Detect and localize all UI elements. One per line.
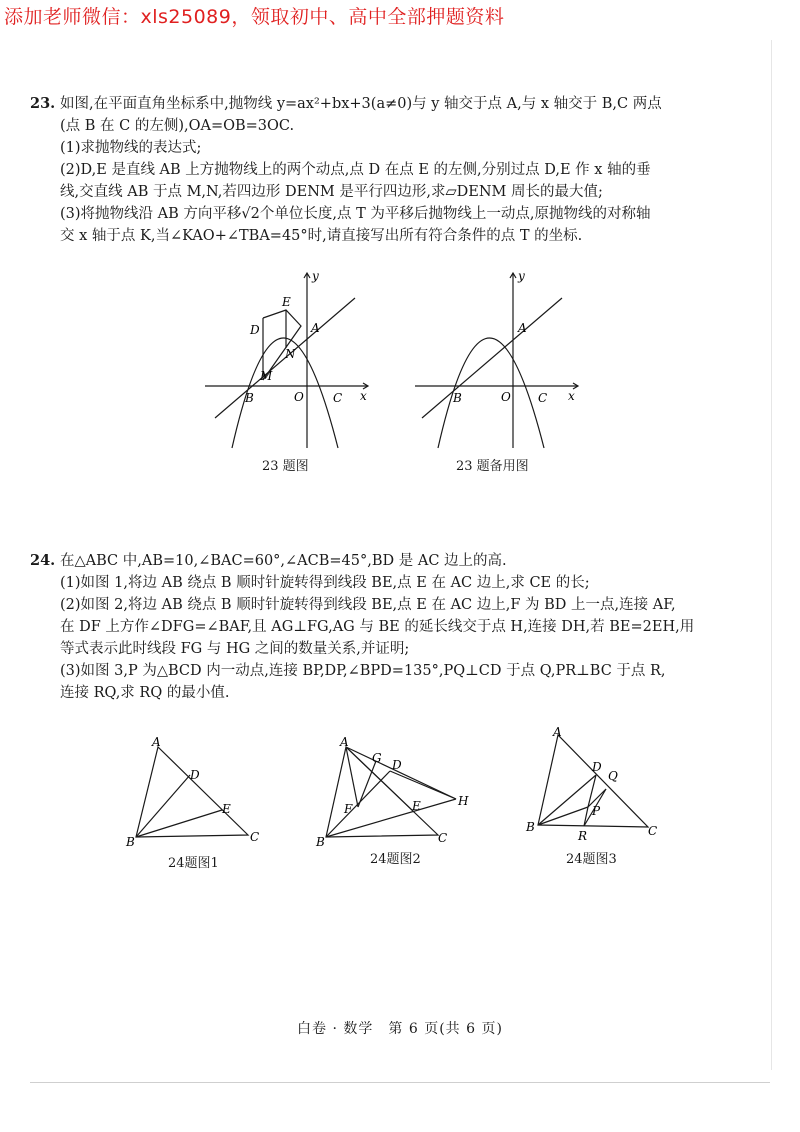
fig23-label-E: E	[282, 295, 291, 309]
fig24-1-label-E: E	[222, 802, 231, 816]
promo-banner: 添加老师微信：xls25089，领取初中、高中全部押题资料	[4, 6, 505, 28]
fig23b-label-B: B	[453, 391, 462, 405]
fig24-2-label-E: E	[412, 799, 421, 813]
q23-line-2: (点 B 在 C 的左侧),OA=OB=3OC.	[60, 118, 295, 134]
fig24-2-label-G: G	[372, 751, 382, 765]
fig24-3-label-Q: Q	[608, 769, 618, 783]
fig23-label-N: N	[285, 347, 296, 361]
fig24-3-label-C: C	[648, 824, 658, 838]
fig24-3-label-B: B	[526, 820, 535, 834]
fig23b-label-O: O	[501, 390, 511, 404]
fig24-2-label-C: C	[438, 831, 448, 845]
fig24-3-label-D: D	[592, 760, 602, 774]
fig23b-label-C: C	[538, 391, 548, 405]
figure-24-3	[518, 725, 668, 850]
fig24-2-label-D: D	[392, 758, 402, 772]
question-number: 24.	[30, 552, 56, 569]
fig24-1-label-B: B	[126, 835, 135, 849]
q24-line-1: 在△ABC 中,AB=10,∠BAC=60°,∠ACB=45°,BD 是 AC 边上的高.	[60, 553, 507, 569]
fig24-2-label-H: H	[458, 794, 469, 808]
fig23b-label-y: y	[518, 269, 525, 283]
fig23-label-A: A	[311, 321, 320, 335]
page-footer: 白卷 · 数学 第 6 页(共 6 页)	[297, 1021, 503, 1037]
fig24-2-label-A: A	[340, 735, 349, 749]
fig24-1-caption: 24题图1	[168, 856, 219, 871]
figure-24-1	[118, 735, 278, 850]
fig24-1-label-A: A	[152, 735, 161, 749]
q24-line-2: (1)如图 1,将边 AB 绕点 B 顺时针旋转得到线段 BE,点 E 在 AC 边上,求 CE 的长;	[60, 575, 590, 591]
figure-23	[200, 268, 380, 453]
q24-line-5: 等式表示此时线段 FG 与 HG 之间的数量关系,并证明;	[60, 641, 410, 657]
fig24-3-caption: 24题图3	[566, 852, 617, 867]
question-23	[30, 93, 770, 247]
fig23-label-y: y	[312, 269, 319, 283]
q23-line-7: 交 x 轴于点 K,当∠KAO+∠TBA=45°时,请直接写出所有符合条件的点 T 的坐标.	[60, 228, 583, 244]
fig24-2-label-B: B	[316, 835, 325, 849]
page-bottom-line	[30, 1082, 770, 1083]
fig23-label-O: O	[294, 390, 304, 404]
q24-line-6: (3)如图 3,P 为△BCD 内一动点,连接 BP,DP,∠BPD=135°,PQ⊥CD 于点 Q,PR⊥BC 于点 R,	[60, 663, 666, 679]
fig23b-label-A: A	[518, 321, 527, 335]
fig23b-label-x: x	[568, 389, 575, 403]
fig23-label-C: C	[333, 391, 343, 405]
fig23-label-x: x	[360, 389, 367, 403]
fig23-label-D: D	[250, 323, 260, 337]
fig23-backup-caption: 23 题备用图	[456, 459, 529, 474]
q24-line-7: 连接 RQ,求 RQ 的最小值.	[60, 685, 230, 701]
figure-24-2	[308, 735, 478, 850]
q23-line-3: (1)求抛物线的表达式;	[60, 140, 202, 156]
fig24-2-caption: 24题图2	[370, 852, 421, 867]
question-number: 23.	[30, 95, 56, 112]
fig24-3-label-A: A	[553, 725, 562, 739]
fig24-3-label-P: P	[592, 804, 601, 818]
q23-line-1: 如图,在平面直角坐标系中,抛物线 y=ax²+bx+3(a≠0)与 y 轴交于点 A,与 x 轴交于 B,C 两点	[60, 96, 662, 112]
q23-line-5: 线,交直线 AB 于点 M,N,若四边形 DENM 是平行四边形,求▱DENM 周长的最大值;	[60, 184, 603, 200]
fig23-label-M: M	[260, 369, 273, 383]
q23-line-6: (3)将抛物线沿 AB 方向平移√2个单位长度,点 T 为平移后抛物线上一动点,原抛物线的对称轴	[60, 206, 651, 222]
q23-line-4: (2)D,E 是直线 AB 上方抛物线上的两个动点,点 D 在点 E 的左侧,分别过点 D,E 作 x 轴的垂	[60, 162, 651, 178]
q24-line-4: 在 DF 上方作∠DFG=∠BAF,且 AG⊥FG,AG 与 BE 的延长线交于点 H,连接 DH,若 BE=2EH,用	[60, 619, 695, 635]
figure-23-backup	[410, 268, 590, 453]
fig24-2-label-F: F	[344, 802, 353, 816]
fig24-1-label-C: C	[250, 830, 260, 844]
fig23-caption: 23 题图	[262, 459, 309, 474]
question-24	[30, 550, 770, 704]
fig24-3-label-R: R	[578, 829, 588, 843]
fig23-label-B: B	[245, 391, 254, 405]
scan-edge	[771, 40, 772, 1070]
q24-line-3: (2)如图 2,将边 AB 绕点 B 顺时针旋转得到线段 BE,点 E 在 AC 边上,F 为 BD 上一点,连接 AF,	[60, 597, 676, 613]
fig24-1-label-D: D	[190, 768, 200, 782]
